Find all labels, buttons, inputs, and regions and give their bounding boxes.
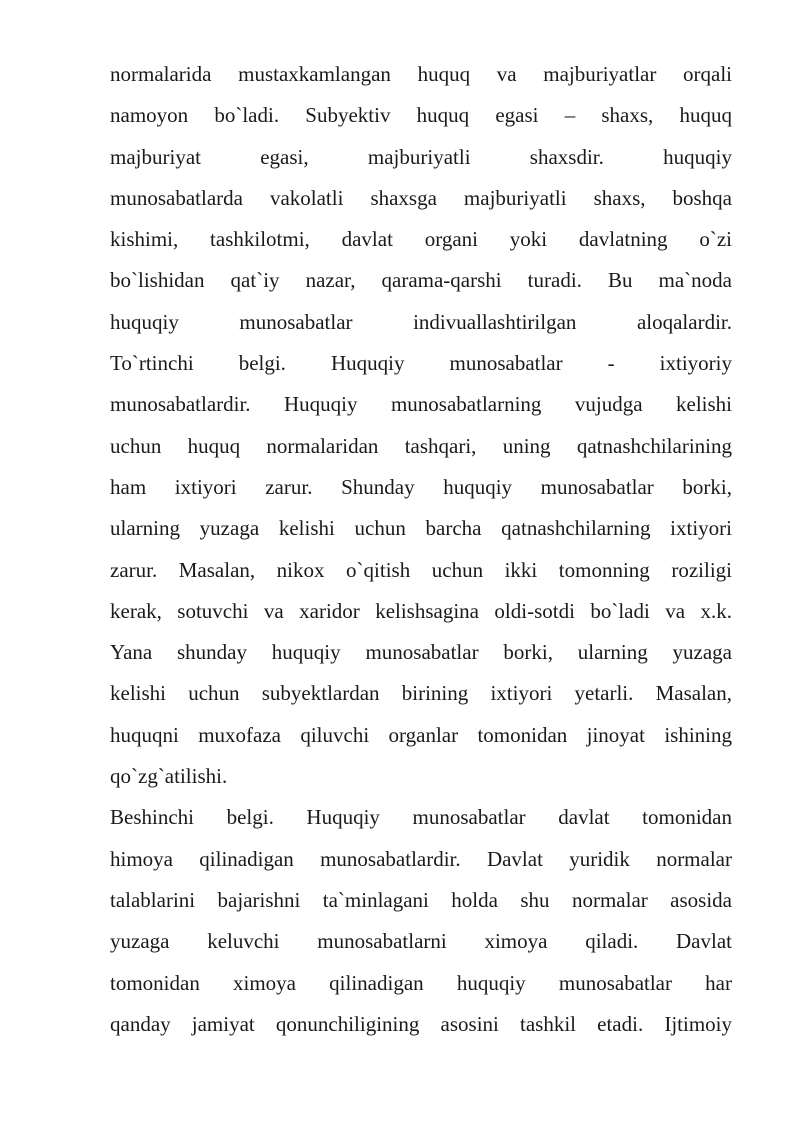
text-line: talablarini bajarishni ta`minlagani holda shu normalar asosida — [110, 887, 732, 912]
text-line: qanday jamiyat qonunchiligining asosini tashkil etadi. Ijtimoiy — [110, 1011, 732, 1036]
text-line: To`rtinchi belgi. Huquqiy munosabatlar - ixtiyoriy — [110, 351, 732, 376]
text-line: munosabatlarda vakolatli shaxsga majburiyatli shaxs, boshqa — [110, 185, 732, 210]
text-line: uchun huquq normalaridan tashqari, uning qatnashchilarining — [110, 433, 732, 458]
text-line: munosabatlardir. Huquqiy munosabatlarning vujudga kelishi — [110, 392, 732, 417]
text-line: majburiyat egasi, majburiyatli shaxsdir. huquqiy — [110, 144, 732, 169]
text-line: normalarida mustaxkamlangan huquq va majburiyatlar orqali — [110, 62, 732, 86]
text-line: kerak, sotuvchi va xaridor kelishsagina oldi-sotdi bo`ladi va x.k. — [110, 598, 732, 623]
text-line: huquqiy munosabatlar indivuallashtirilgan aloqalardir. — [110, 309, 732, 334]
text-line: zarur. Masalan, nikox o`qitish uchun ikki tomonning roziligi — [110, 557, 732, 582]
text-line: yuzaga keluvchi munosabatlarni ximoya qiladi. Davlat — [110, 929, 732, 954]
text-line: kelishi uchun subyektlardan birining ixtiyori yetarli. Masalan, — [110, 681, 732, 706]
text-line: namoyon bo`ladi. Subyektiv huquq egasi – shaxs, huquq — [110, 103, 732, 128]
text-line: bo`lishidan qat`iy nazar, qarama-qarshi turadi. Bu ma`noda — [110, 268, 732, 293]
text-line: ularning yuzaga kelishi uchun barcha qatnashchilarning ixtiyori — [110, 516, 732, 541]
text-line: kishimi, tashkilotmi, davlat organi yoki davlatning o`zi — [110, 227, 732, 252]
text-line: himoya qilinadigan munosabatlardir. Davlat yuridik normalar — [110, 846, 732, 871]
text-line: ham ixtiyori zarur. Shunday huquqiy munosabatlar borki, — [110, 474, 732, 499]
text-line: huquqni muxofaza qiluvchi organlar tomonidan jinoyat ishining — [110, 722, 732, 747]
text-line: Yana shunday huquqiy munosabatlar borki, ularning yuzaga — [110, 640, 732, 665]
text-line: qo`zg`atilishi. — [110, 764, 228, 789]
text-line: tomonidan ximoya qilinadigan huquqiy munosabatlar har — [110, 970, 732, 995]
document-page — [110, 54, 732, 1045]
text-line: Beshinchi belgi. Huquqiy munosabatlar davlat tomonidan — [110, 805, 732, 830]
